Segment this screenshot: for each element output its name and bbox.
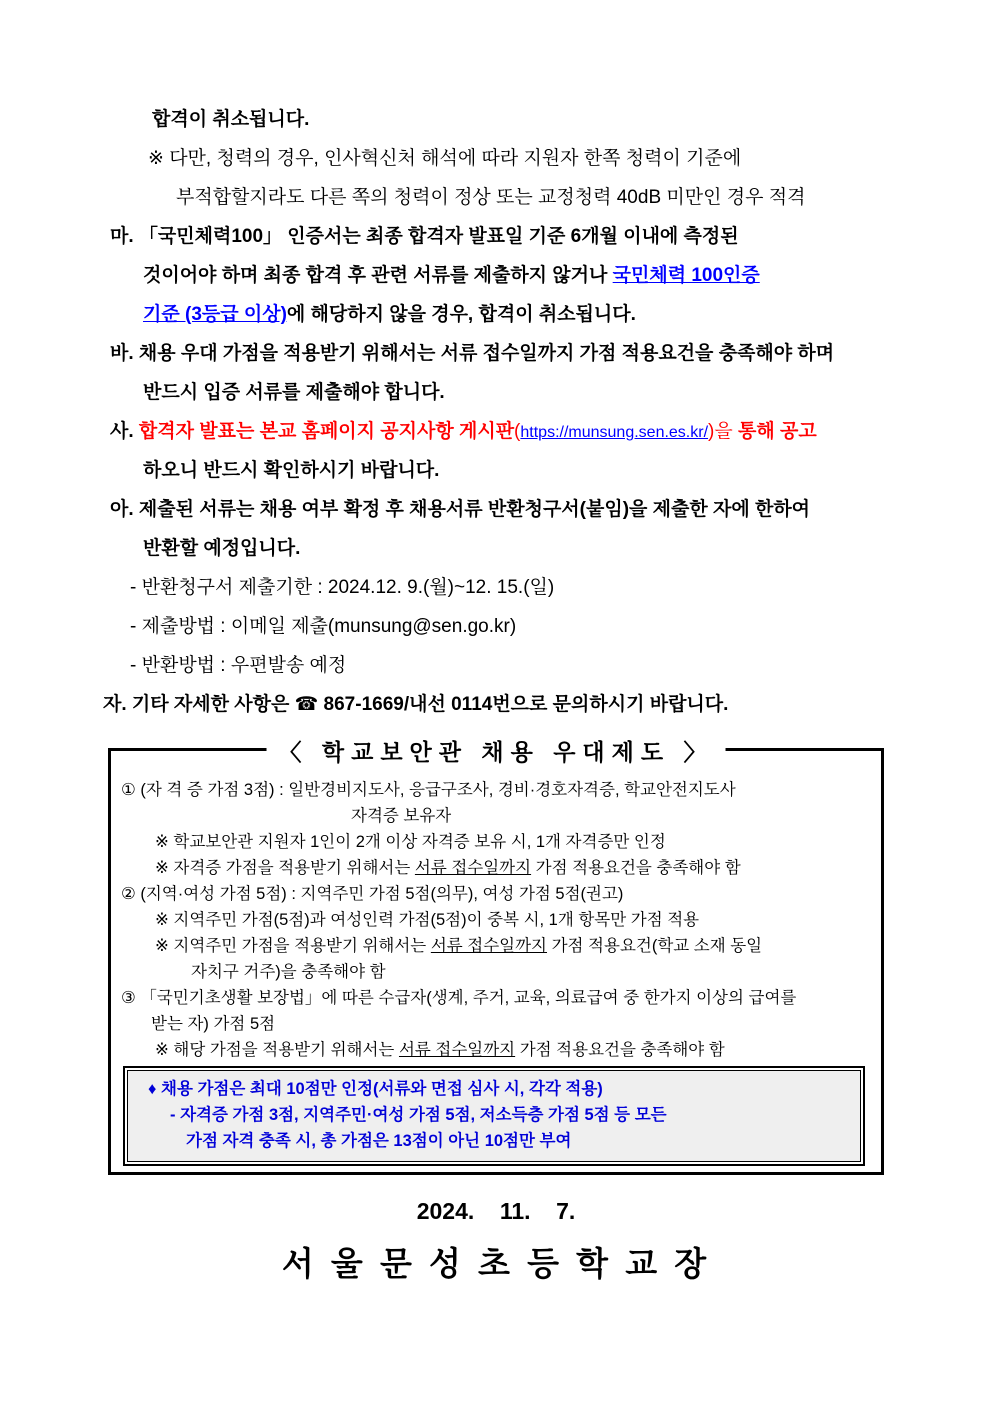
text-segment: - 반환청구서 제출기한 : 2024.12. 9.(월)~12. 15.(일) [130,577,555,598]
text-line [0,607,992,646]
text-segment: 서류 접수일까지 [414,859,532,877]
text-segment: - 자격증 가점 3점, 지역주민·여성 가점 5점, 저소득층 가점 5점 등 모든 [170,1106,667,1124]
highlight-text-block [128,1076,860,1154]
text-segment: 합격자 발표는 본교 홈페이지 공지사항 게시판 [138,421,515,442]
text-line [0,178,992,217]
text-segment: 자치구 거주)을 충족해야 함 [191,963,386,981]
text-segment: ※ 학교보안관 지원자 1인이 2개 이상 자격증 보유 시, 1개 자격증만 인정 [155,833,666,851]
text-line [128,1128,860,1154]
text-line [0,217,992,256]
text-line [111,777,881,803]
text-segment: 서류 접수일까지 [398,1041,516,1059]
highlight-panel [123,1066,865,1166]
text-line [0,373,992,412]
text-segment: 자. 기타 자세한 사항은 [103,694,295,715]
text-line [111,881,881,907]
highlight-panel-inner [127,1070,861,1162]
text-segment: 바. 채용 우대 가점을 적용받기 위해서는 서류 접수일까지 가점 적용요건을 충족해야 하며 [110,343,835,364]
text-line [111,855,881,881]
document-date: 2024. 11. 7. [416,1198,576,1224]
text-segment: 반드시 입증 서류를 제출해야 합니다. [143,382,445,403]
text-line [111,985,881,1011]
text-line [0,568,992,607]
text-segment: ※ 해당 가점을 적용받기 위해서는 [155,1041,399,1059]
text-line [0,139,992,178]
text-segment: 것이어야 하며 최종 합격 후 관련 서류를 제출하지 않거나 [143,265,613,286]
text-line [111,1011,881,1037]
text-line [111,907,881,933]
text-segment: 아. 제출된 서류는 채용 여부 확정 후 채용서류 반환청구서(붙임)을 제출한 자에 한하여 [110,499,811,520]
text-segment: ( [514,421,521,442]
fitness-cert-link[interactable]: 기준 (3등급 이상) [143,304,287,325]
text-line [0,412,992,451]
text-segment: 반환할 예정입니다. [143,538,301,559]
phone-icon: ☎ [294,694,319,715]
text-line [0,334,992,373]
text-segment: 가점 자격 충족 시, 총 가점은 13점이 아닌 10점만 부여 [186,1132,572,1150]
text-line [0,295,992,334]
notice-box-body [111,751,881,1063]
text-segment: ③ 「국민기초생활 보장법」에 따른 수급자(생계, 주거, 교육, 의료급여 중 한가지 이상의 급여를 [121,989,797,1007]
text-line [111,803,881,829]
text-segment: 에 해당하지 않을 경우, 합격이 취소됩니다. [286,304,636,325]
diamond-bullet-icon: ♦ [148,1080,162,1098]
text-segment: 서류 접수일까지 [430,937,548,955]
notice-box-title: 〈 학교보안관 채용 우대제도 〉 [267,734,726,767]
text-segment: 자격증 보유자 [351,807,452,825]
text-line [128,1102,860,1128]
text-segment: 가점 적용요건을 충족해야 함 [515,1041,725,1059]
text-line [111,933,881,959]
text-line [0,646,992,685]
text-segment: 합격이 취소됩니다. [152,109,310,130]
text-line [0,451,992,490]
text-segment: ② (지역·여성 가점 5점) : 지역주민 가점 5점(의무), 여성 가점 5점(권고) [121,885,624,903]
text-segment: )을 [708,421,738,442]
text-segment: 채용 가점은 최대 10점만 인정(서류와 면접 심사 시, 각각 적용) [161,1080,603,1098]
text-segment: 867-1669/내선 0114번으로 문의하시기 바랍니다. [318,694,729,715]
text-line [128,1076,860,1102]
text-segment: 받는 자) 가점 5점 [151,1015,276,1033]
text-segment: 가점 적용요건(학교 소재 동일 [547,937,763,955]
text-line [0,490,992,529]
text-line [111,1037,881,1063]
text-line [0,100,992,139]
text-segment: ※ 지역주민 가점(5점)과 여성인력 가점(5점)이 중복 시, 1개 항목만 가점 적용 [155,911,700,929]
text-segment: 하오니 반드시 확인하시기 바랍니다. [143,460,440,481]
text-line [0,685,992,724]
signer-title: 서 울 문 성 초 등 학 교 장 [281,1245,711,1282]
text-segment: 부적합할지라도 다른 쪽의 청력이 정상 또는 교정청력 40dB 미만인 경우 적격 [176,187,806,208]
homepage-link[interactable]: https://munsung.sen.es.kr/ [520,424,709,441]
text-segment: ※ 지역주민 가점을 적용받기 위해서는 [155,937,431,955]
text-line [111,959,881,985]
text-segment: ※ 자격증 가점을 적용받기 위해서는 [155,859,415,877]
text-segment: 사. [110,421,139,442]
text-line [0,256,992,295]
text-segment: - 반환방법 : 우편발송 예정 [130,655,347,676]
text-segment: 마. 「국민체력100」 인증서는 최종 합격자 발표일 기준 6개월 이내에 측정된 [110,226,739,247]
text-segment: ※ 다만, 청력의 경우, 인사혁신처 해석에 따라 지원자 한쪽 청력이 기준에 [148,148,742,169]
text-segment: ① (자 격 증 가점 3점) : 일반경비지도사, 응급구조사, 경비·경호자격증, 학교안전지도사 [121,781,736,799]
main-text-block [0,100,992,724]
fitness-cert-link[interactable]: 국민체력 100인증 [612,265,760,286]
text-segment: 가점 적용요건을 충족해야 함 [531,859,741,877]
preference-notice-box [108,739,884,1175]
text-line [0,529,992,568]
text-line [111,829,881,855]
text-segment: 통해 공고 [738,421,817,442]
text-segment: - 제출방법 : 이메일 제출(munsung@sen.go.kr) [130,616,517,637]
